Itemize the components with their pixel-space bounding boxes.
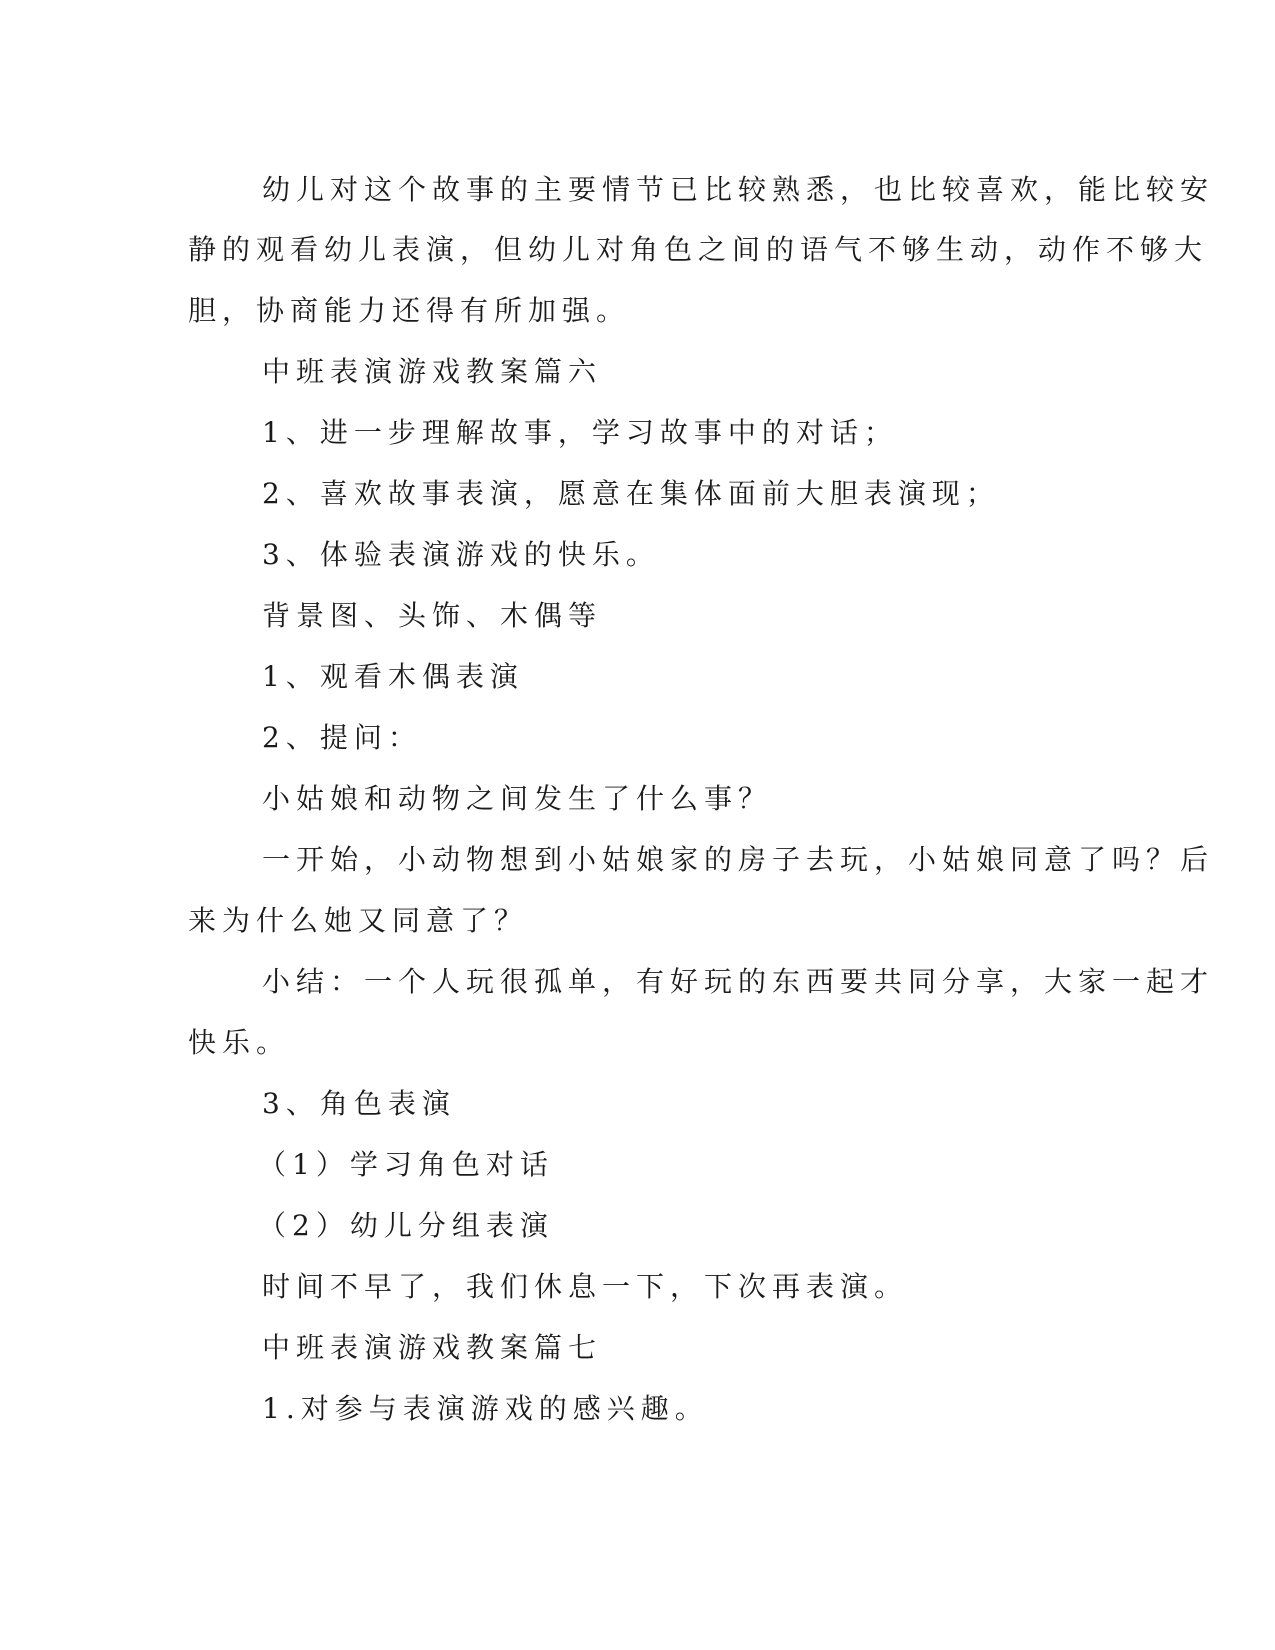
section-heading: 中班表演游戏教案篇七	[262, 1331, 603, 1364]
section-heading: 中班表演游戏教案篇六	[262, 355, 603, 388]
list-item: 3、体验表演游戏的快乐。	[262, 538, 660, 571]
paragraph-line: 背景图、头饰、木偶等	[262, 599, 603, 632]
list-item: 3、角色表演	[262, 1087, 456, 1120]
paragraph-line: 幼儿对这个故事的主要情节已比较熟悉，也比较喜欢，能比较安	[262, 173, 1215, 206]
sub-list-item: （2）幼儿分组表演	[258, 1209, 554, 1242]
paragraph-line: 小姑娘和动物之间发生了什么事？	[262, 782, 773, 815]
paragraph-line: 时间不早了，我们休息一下，下次再表演。	[262, 1270, 909, 1303]
list-item: 1.对参与表演游戏的感兴趣。	[262, 1392, 709, 1425]
sub-list-item: （1）学习角色对话	[258, 1148, 554, 1181]
list-item: 1、进一步理解故事，学习故事中的对话；	[262, 416, 898, 449]
paragraph-line: 来为什么她又同意了？	[188, 904, 529, 937]
paragraph-line: 一开始，小动物想到小姑娘家的房子去玩，小姑娘同意了吗？后	[262, 843, 1215, 876]
paragraph-line: 胆，协商能力还得有所加强。	[188, 294, 631, 327]
paragraph-line: 快乐。	[188, 1026, 291, 1059]
list-item: 2、喜欢故事表演，愿意在集体面前大胆表演现；	[262, 477, 1000, 510]
list-item: 2、提问：	[262, 721, 422, 754]
list-item: 1、观看木偶表演	[262, 660, 524, 693]
paragraph-line: 静的观看幼儿表演，但幼儿对角色之间的语气不够生动，动作不够大	[188, 233, 1209, 266]
paragraph-line: 小结：一个人玩很孤单，有好玩的东西要共同分享，大家一起才	[262, 965, 1215, 998]
